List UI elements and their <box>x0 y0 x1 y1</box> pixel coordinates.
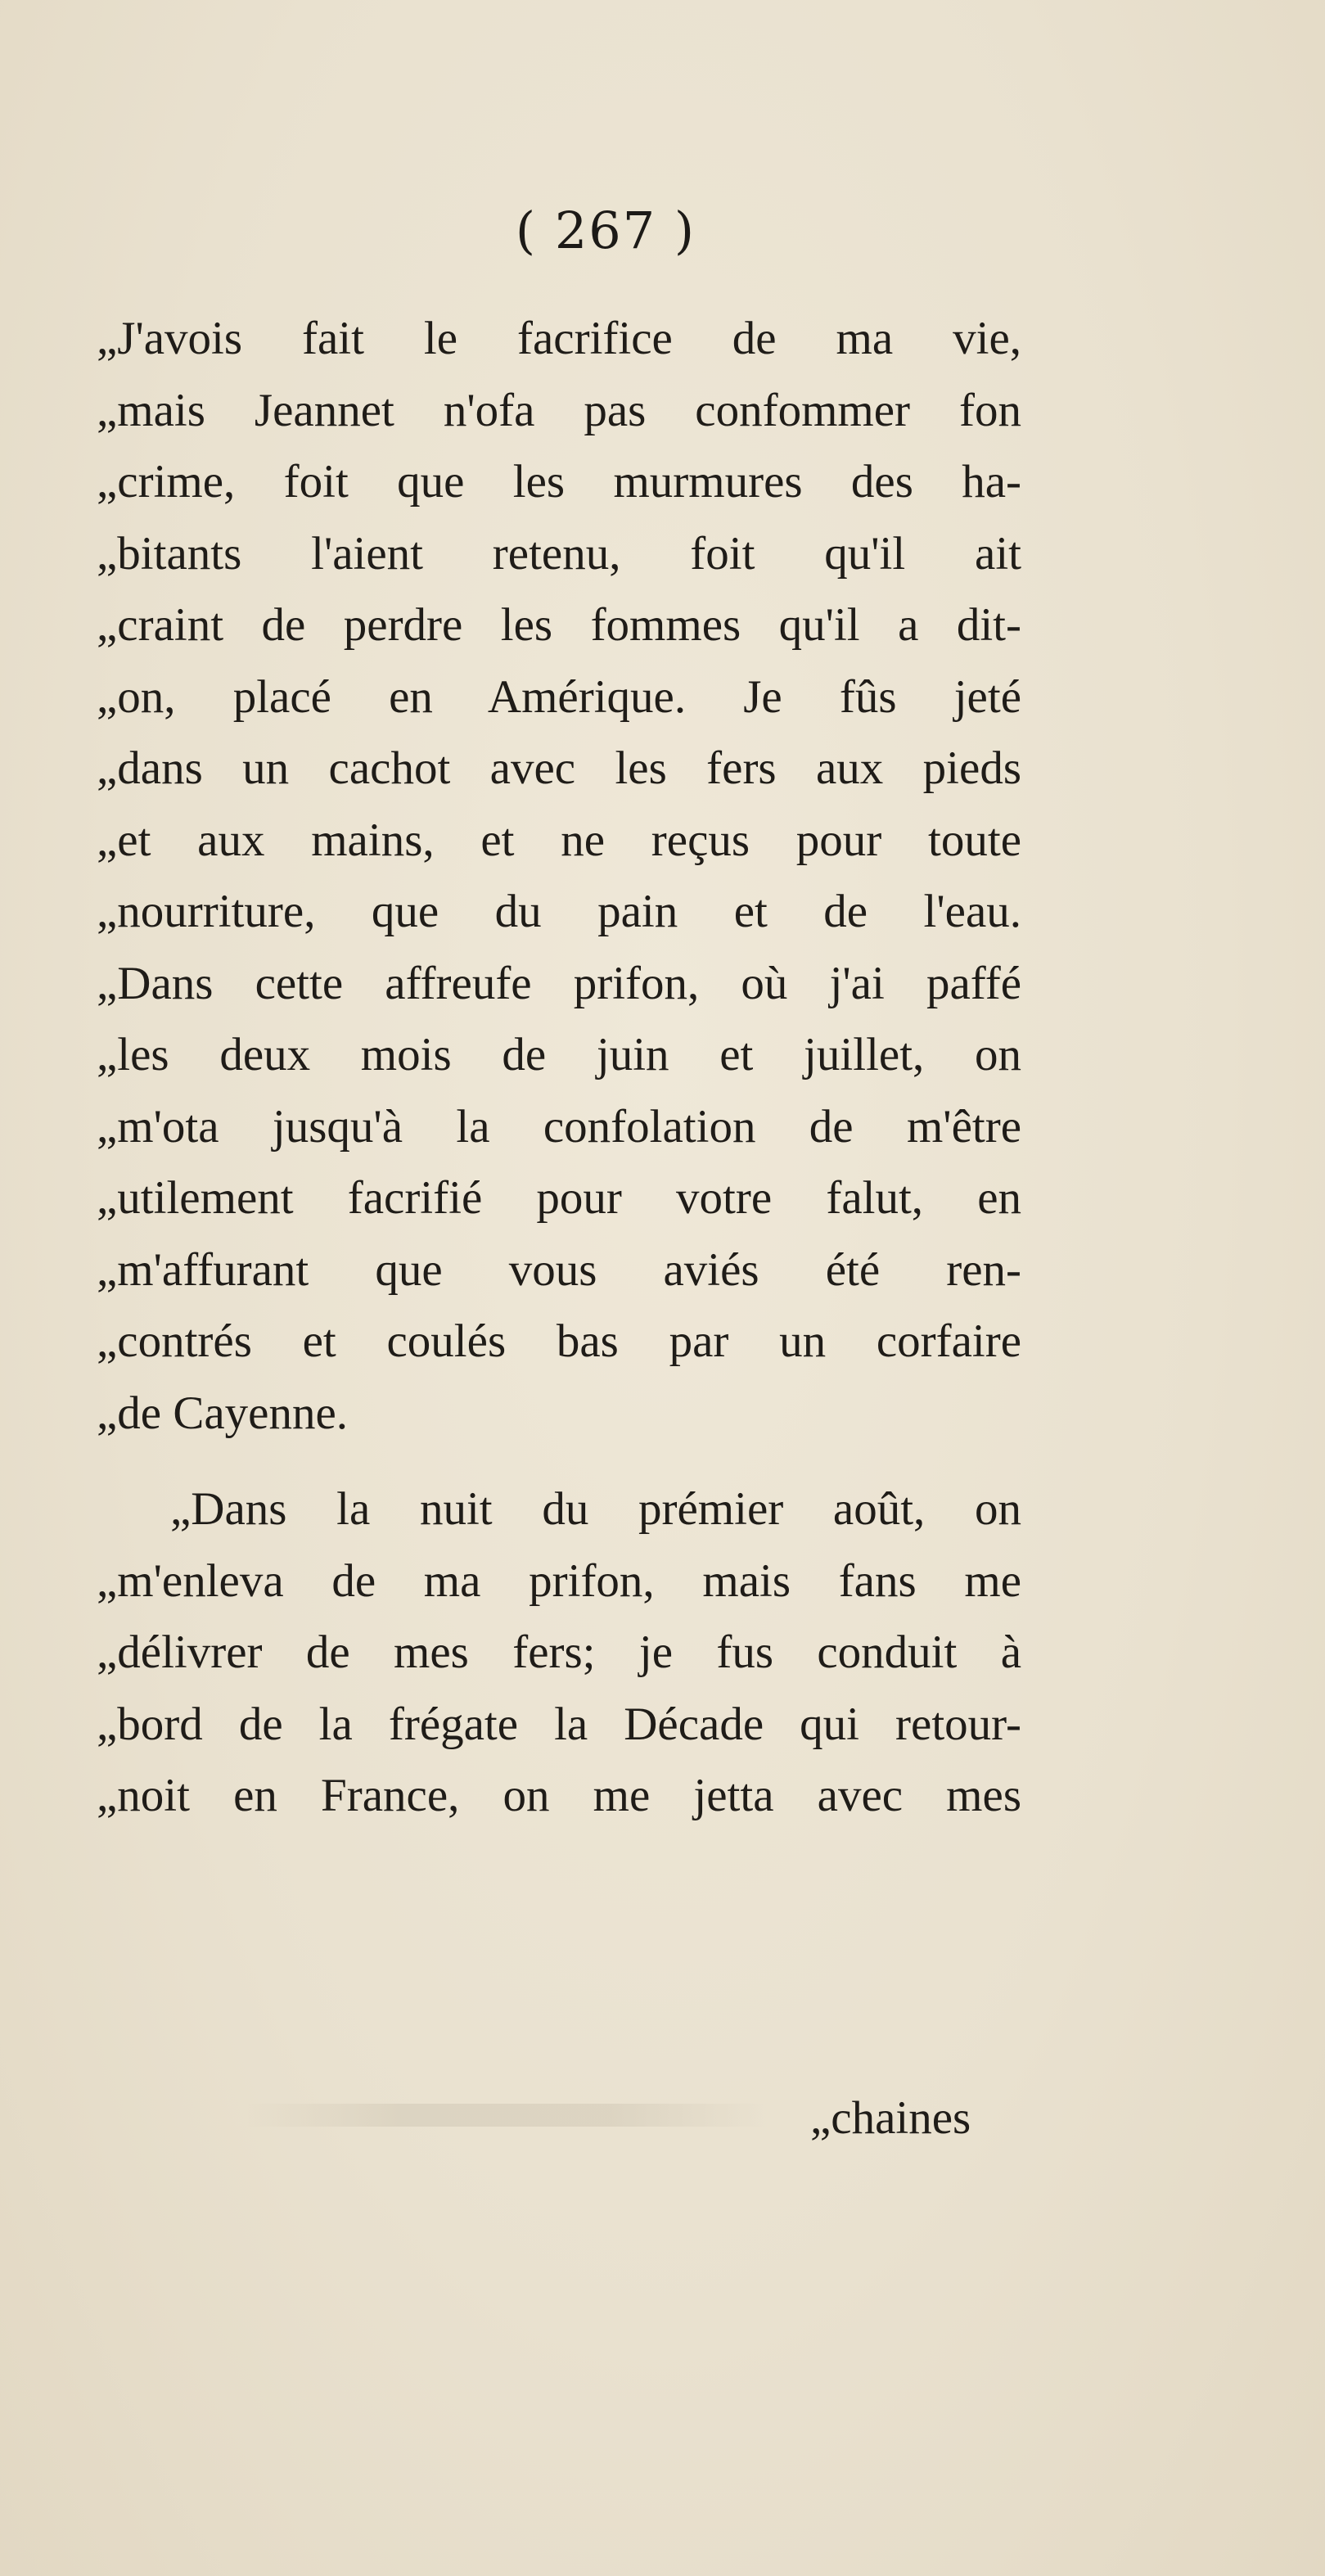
text-line: „J'avois fait le facrifice de ma vie, <box>97 313 1021 364</box>
text-line: „Dans la nuit du prémier août, on <box>170 1483 1021 1535</box>
text-line: „utilement facrifié pour votre falut, en <box>97 1172 1021 1224</box>
text-line: „les deux mois de juin et juillet, on <box>97 1029 1021 1080</box>
text-line: „m'affurant que vous aviés été ren- <box>97 1243 1021 1296</box>
text-line: „Dans cette affreufe prifon, où j'ai paffé <box>97 957 1021 1009</box>
catchword: „chaines <box>810 2092 971 2144</box>
text-line: „craint de perdre les fommes qu'il a dit- <box>97 599 1021 651</box>
text-line: „mais Jeannet n'ofa pas confommer fon <box>97 384 1021 436</box>
text-line: „bord de la frégate la Décade qui retour- <box>97 1698 1021 1750</box>
paragraph-gap <box>97 1449 1021 1473</box>
text-line: „et aux mains, et ne reçus pour toute <box>97 814 1021 866</box>
text-line: „m'enleva de ma prifon, mais fans me <box>97 1554 1021 1607</box>
page-number: ( 267 ) <box>515 201 696 260</box>
text-line: „m'ota jusqu'à la confolation de m'être <box>97 1100 1021 1153</box>
text-line: „contrés et coulés bas par un corfaire <box>97 1315 1021 1367</box>
text-line: „bitants l'aient retenu, foit qu'il ait <box>97 527 1021 580</box>
text-line: „nourriture, que du pain et de l'eau. <box>97 886 1021 937</box>
text-line: „noit en France, on me jetta avec mes <box>97 1770 1021 1821</box>
body-text <box>97 303 1021 1832</box>
text-line: „délivrer de mes fers; je fus conduit à <box>97 1626 1021 1678</box>
text-line: „dans un cachot avec les fers aux pieds <box>97 742 1021 794</box>
text-line: „on, placé en Amérique. Je fûs jeté <box>97 670 1021 723</box>
text-line: „de Cayenne. <box>97 1387 349 1439</box>
text-line: „crime, foit que les murmures des ha- <box>97 456 1021 508</box>
show-through-smudge <box>246 2104 769 2127</box>
